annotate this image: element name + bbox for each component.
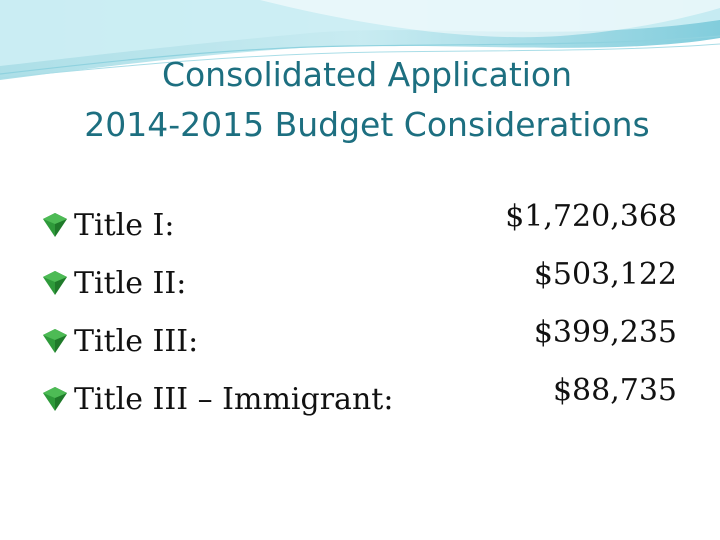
budget-amount: $88,735 <box>552 373 677 408</box>
list-item <box>40 196 393 254</box>
title-line-1: Consolidated Application <box>161 55 573 94</box>
budget-amount: $503,122 <box>533 257 677 292</box>
diamond-bullet-icon <box>40 210 70 240</box>
title-line-2: 2014-2015 Budget Considerations <box>84 105 650 144</box>
diamond-bullet-icon <box>40 384 70 414</box>
budget-amount: $1,720,368 <box>505 199 677 234</box>
diamond-bullet-icon <box>40 268 70 298</box>
budget-label: Title II: <box>74 265 187 301</box>
diamond-bullet-icon <box>40 326 70 356</box>
budget-label: Title III: <box>74 323 199 359</box>
slide-title <box>0 50 720 150</box>
list-item <box>40 312 393 370</box>
budget-amounts-list <box>505 188 677 420</box>
budget-labels-list <box>40 196 393 428</box>
list-item <box>40 370 393 428</box>
list-item <box>40 254 393 312</box>
budget-amount: $399,235 <box>533 315 677 350</box>
budget-label: Title I: <box>74 207 175 243</box>
budget-label: Title III – Immigrant: <box>74 381 394 417</box>
